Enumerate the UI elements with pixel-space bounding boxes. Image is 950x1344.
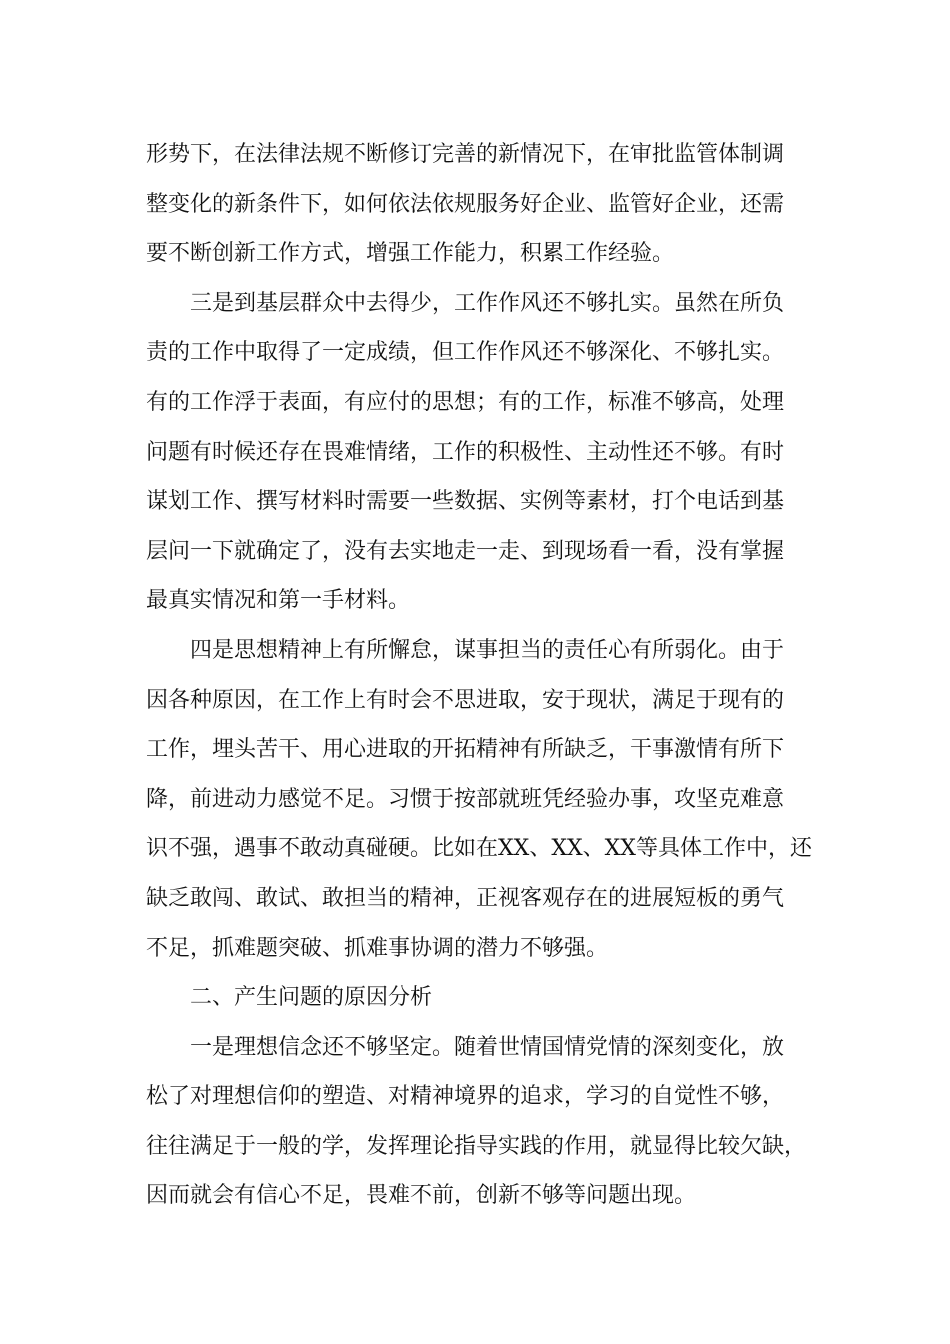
text-line: 不足，抓难题突破、抓难事协调的潜力不够强。 [146, 935, 609, 961]
text-line: 形势下，在法律法规不断修订完善的新情况下，在审批监管体制调 [146, 142, 785, 167]
text-line: 二、产生问题的原因分析 [190, 985, 433, 1011]
text-line: 三是到基层群众中去得少，工作作风还不够扎实。虽然在所负 [190, 290, 785, 316]
text-line: 层问一下就确定了，没有去实地走一走、到现场看一看，没有掌握 [146, 538, 785, 564]
text-line: 要不断创新工作方式，增强工作能力，积累工作经验。 [146, 241, 675, 267]
text-line: 因而就会有信心不足，畏难不前，创新不够等问题出现。 [146, 1183, 697, 1209]
text-line: 最真实情况和第一手材料。 [146, 588, 411, 614]
text-line: 往往满足于一般的学，发挥理论指导实践的作用，就显得比较欠缺， [146, 1133, 807, 1159]
text-line: 谋划工作、撰写材料时需要一些数据、实例等素材，打个电话到基 [146, 489, 785, 515]
text-line: 四是思想精神上有所懈怠，谋事担当的责任心有所弱化。由于 [190, 637, 785, 663]
text-line: 因各种原因，在工作上有时会不思进取，安于现状，满足于现有的 [146, 687, 785, 713]
text-line: 缺乏敢闯、敢试、敢担当的精神，正视客观存在的进展短板的勇气 [146, 885, 785, 911]
document-body [146, 130, 826, 1221]
text-line: 识不强，遇事不敢动真碰硬。比如在XX、XX、XX等具体工作中，还 [146, 836, 812, 862]
text-line: 有的工作浮于表面，有应付的思想；有的工作，标准不够高，处理 [146, 389, 785, 415]
text-line: 问题有时候还存在畏难情绪，工作的积极性、主动性还不够。有时 [146, 439, 785, 465]
text-line: 工作，埋头苦干、用心进取的开拓精神有所缺乏，干事激情有所下 [146, 737, 785, 763]
text-line: 责的工作中取得了一定成绩，但工作作风还不够深化、不够扎实。 [146, 340, 785, 366]
text-line: 松了对理想信仰的塑造、对精神境界的追求，学习的自觉性不够， [146, 1084, 785, 1110]
text-line: 一是理想信念还不够坚定。随着世情国情党情的深刻变化，放 [190, 1034, 785, 1060]
text-line: 降，前进动力感觉不足。习惯于按部就班凭经验办事，攻坚克难意 [146, 786, 785, 812]
text-line: 整变化的新条件下，如何依法依规服务好企业、监管好企业，还需 [146, 191, 785, 217]
